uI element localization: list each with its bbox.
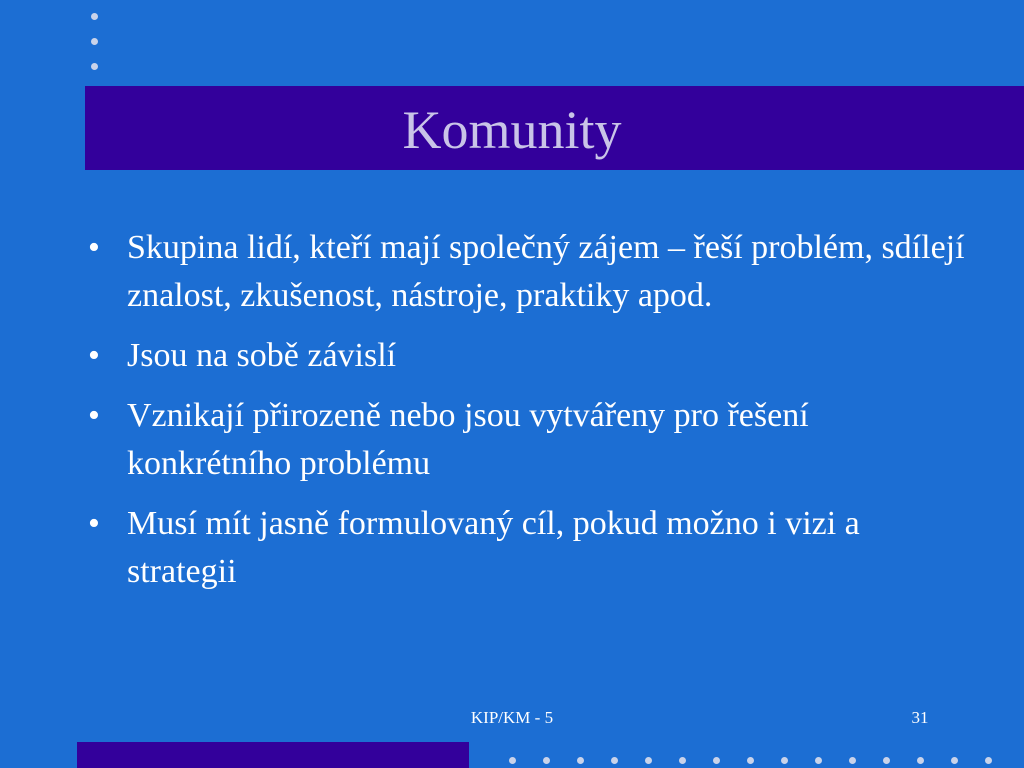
decor-dot — [815, 757, 822, 764]
decor-dot — [917, 757, 924, 764]
bullet-text: Musí mít jasně formulovaný cíl, pokud možno i vizi a strategii — [127, 505, 860, 590]
list-item — [88, 500, 968, 596]
bullet-icon: • — [88, 229, 100, 266]
decor-dot — [679, 757, 686, 764]
decor-dot — [713, 757, 720, 764]
decor-dot — [883, 757, 890, 764]
decor-dot — [781, 757, 788, 764]
bottom-bar — [77, 742, 469, 768]
decor-dot — [91, 63, 98, 70]
decor-dot — [611, 757, 618, 764]
bullet-icon: • — [88, 505, 100, 542]
decor-dot — [543, 757, 550, 764]
list-item — [88, 224, 968, 320]
decor-dot — [91, 13, 98, 20]
list-item — [88, 392, 968, 488]
decor-dot — [985, 757, 992, 764]
bullet-text: Jsou na sobě závislí — [127, 337, 397, 374]
decor-dot — [509, 757, 516, 764]
footer-course-code: KIP/KM - 5 — [470, 708, 554, 727]
decor-dot — [91, 38, 98, 45]
slide-title: Komunity — [402, 100, 622, 160]
bullet-icon: • — [88, 337, 100, 374]
bullet-list — [88, 224, 968, 608]
list-item — [88, 332, 968, 380]
decor-dot — [747, 757, 754, 764]
decor-dot — [951, 757, 958, 764]
bullet-text: Vznikají přirozeně nebo jsou vytvářeny pro řešení konkrétního problému — [127, 397, 809, 482]
bullet-text: Skupina lidí, kteří mají společný zájem – řeší problém, sdílejí znalost, zkušenost, nástroje, praktiky apod. — [127, 229, 965, 314]
decor-dot — [849, 757, 856, 764]
bullet-icon: • — [88, 397, 100, 434]
page-number: 31 — [911, 708, 929, 727]
decor-dot — [645, 757, 652, 764]
decor-dot — [577, 757, 584, 764]
